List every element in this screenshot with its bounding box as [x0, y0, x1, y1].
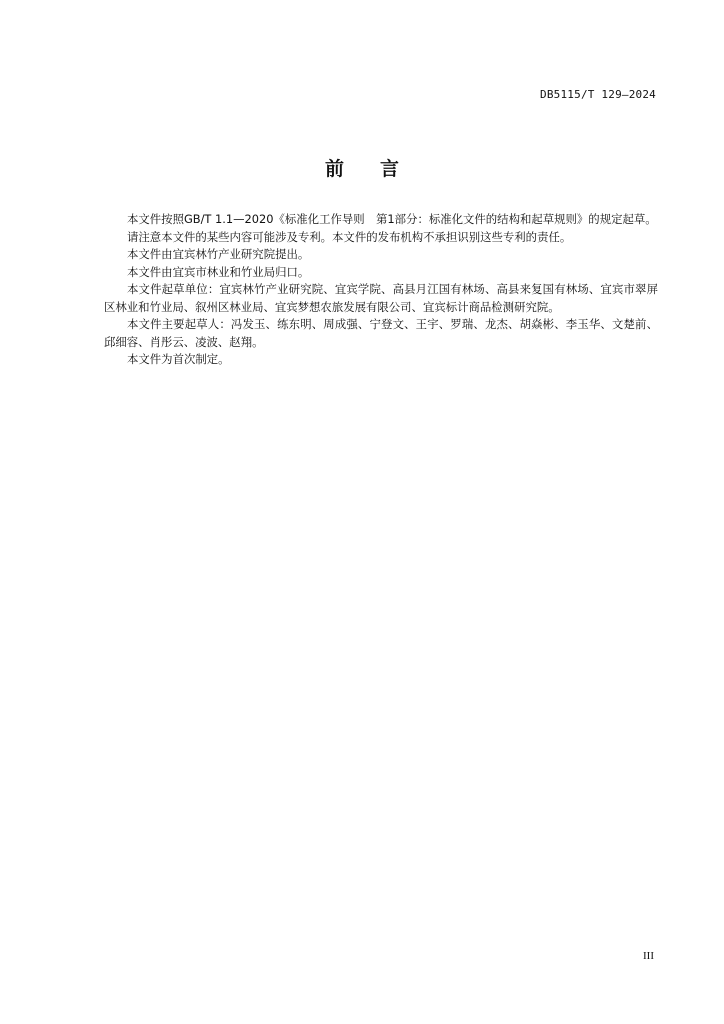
- foreword-body: [104, 211, 658, 369]
- section-title: [0, 154, 724, 181]
- title-part-2: 言: [380, 158, 400, 180]
- paragraph-proposer: 本文件由宜宾林竹产业研究院提出。: [127, 247, 310, 261]
- paragraph-first-edition: 本文件为首次制定。: [127, 352, 230, 366]
- paragraph-drafters: 本文件主要起草人：冯发玉、练东明、周成强、宁登文、王宇、罗瑞、龙杰、胡焱彬、李玉华、文楚前、邱细容、肖彤云、凌波、赵翔。: [104, 317, 658, 349]
- paragraph-drafting-units: 本文件起草单位：宜宾林竹产业研究院、宜宾学院、高县月江国有林场、高县来复国有林场、宜宾市翠屏区林业和竹业局、叙州区林业局、宜宾梦想农旅发展有限公司、宜宾标计商品检测研究院。: [104, 282, 658, 314]
- page-number: III: [643, 950, 654, 962]
- title-part-1: 前: [324, 158, 344, 180]
- document-code: DB5115/T 129—2024: [540, 88, 656, 101]
- paragraph-patent-notice: 请注意本文件的某些内容可能涉及专利。本文件的发布机构不承担识别这些专利的责任。: [127, 229, 572, 244]
- paragraph-administrator: 本文件由宜宾市林业和竹业局归口。: [127, 264, 310, 279]
- paragraph-drafting-basis: 本文件按照GB/T 1.1—2020《标准化工作导则 第1部分：标准化文件的结构和起草规则》的规定起草。: [127, 212, 657, 226]
